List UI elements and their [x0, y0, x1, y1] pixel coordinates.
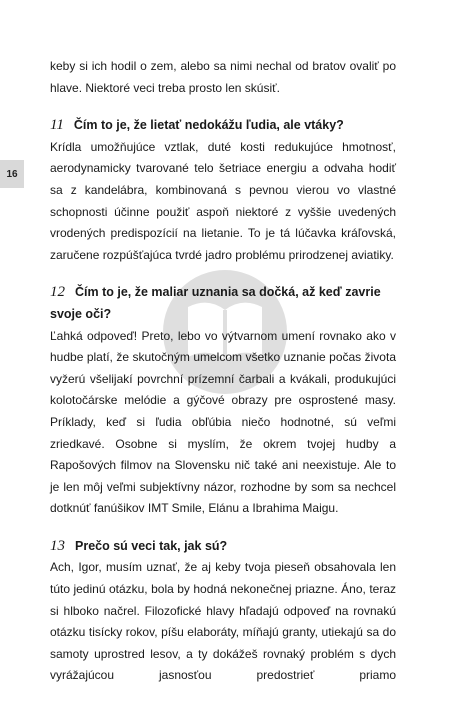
question-section: [50, 282, 396, 520]
question-number: 11: [50, 117, 64, 134]
answer-paragraph: Krídla umožňujúce vztlak, duté kosti redukujúce hmotnosť, aerodynamicky tvarované telo šetriace energiu a odvaha hodiť sa z kandelábra, kombinovaná s pevnou vierou vo vlastné schopnosti účinne použiť aspoň niektoré z vyššie uvedených vrodených predispozícií na lietanie. To je tá lúčavka kráľovská, zaručene rozpúšťajúca tvrdé jadro problému prirodzenej aviatiky.: [50, 139, 396, 262]
question-heading: [50, 536, 396, 558]
answer-paragraph: Ach, Igor, musím uznať, že aj keby tvoja pieseň obsahovala len túto jedinú otázku, bola by hodná nekonečnej priazne. Áno, teraz si hlboko načrel. Filozofické hlavy hľadajú odpoveď na rovnakú otázku tisícky rokov, píšu elaboráty, míňajú granty, utiekajú sa do samoty uprostred lesov, a ty dokážeš rovnaký problém s dych vyrážajúcou jasnosťou predostrieť priamo: [50, 560, 396, 683]
page-body: [50, 56, 396, 687]
page-number: 16: [6, 168, 18, 180]
answer-paragraph: Ľahká odpoveď! Preto, lebo vo výtvarnom umení rovnako ako v hudbe platí, že skutočným umelcom všetko uznanie počas života vyžerú všelijakí povrchní prízemní čarbali a kvákali, produkujúci kolotočárske melódie a gýčové obrazy pre osprostené masy. Príklady, keď si ľudia obľúbia niečo hodnotné, sú veľmi zriedkavé. Osobne si myslím, že okrem tvojej hudby a Rapošových filmov na Slovensku nič také ani neexistuje. Ale to je len môj veľmi subjektívny názor, rozhodne by som sa nechcel dotknúť fanúšikov IMT Smile, Elánu a Ibrahima Maigu.: [50, 328, 396, 516]
question-text: Čím to je, že maliar uznania sa dočká, až keď zavrie svoje oči?: [50, 285, 381, 321]
question-section: [50, 536, 396, 687]
question-section: [50, 115, 396, 266]
question-text: Čím to je, že lietať nedokážu ľudia, ale vtáky?: [73, 118, 344, 133]
question-number: 12: [50, 284, 65, 301]
intro-paragraph: keby si ich hodil o zem, alebo sa nimi nechal od bratov ovaliť po hlave. Niektoré veci treba prosto len skúsiť.: [50, 59, 396, 95]
question-number: 13: [50, 537, 65, 554]
question-text: Prečo sú veci tak, jak sú?: [75, 538, 228, 553]
question-heading: [50, 115, 396, 137]
question-heading: [50, 282, 396, 325]
page-number-tab: [0, 160, 24, 188]
